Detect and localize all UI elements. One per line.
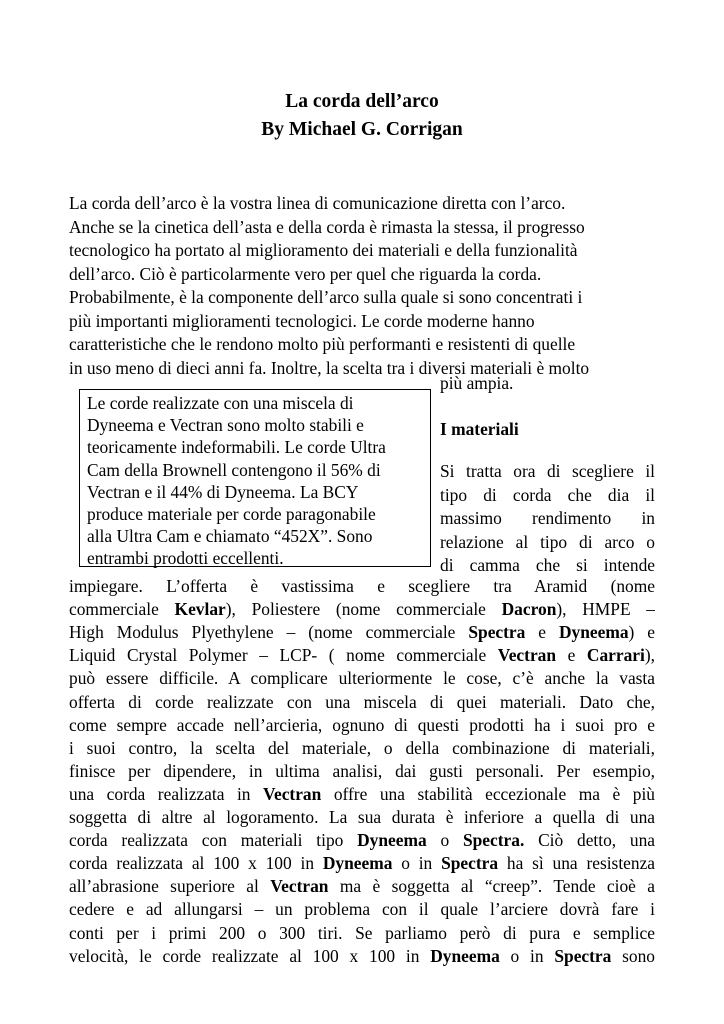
body-text-line (69, 714, 655, 736)
text-line: Anche se la cinetica dell’asta e della corda è rimasta la stessa, il progresso (69, 216, 585, 237)
text-run: una corda realizzata in (69, 783, 264, 804)
bold-term: Dyneema (430, 945, 500, 966)
text-run: conti per i primi 200 o 300 tiri. Se parliamo però di pura e semplice (69, 922, 655, 943)
text-run: cedere e ad allungarsi – un problema con il quale l’arciere dovrà fare i (69, 899, 655, 920)
sidebar-text-line: Cam della Brownell contengono il 56% di (87, 459, 381, 480)
text-run: ), HMPE – (556, 599, 655, 620)
sidebar-text-line: Le corde realizzate con una miscela di (87, 393, 354, 413)
sidebar-text-line: teoricamente indeformabili. Le corde Ultra (87, 437, 386, 458)
text-run: e (525, 622, 559, 643)
bold-term: Dacron (501, 599, 557, 620)
text-run: ) e (628, 622, 655, 643)
body-text-line (69, 898, 655, 920)
text-run: sono (611, 945, 655, 966)
body-text-line (69, 806, 655, 828)
text-run: ma è soggetta al “creep”. Tende cioè a (328, 876, 655, 897)
sidebar-text-line: Vectran e il 44% di Dyneema. La BCY (87, 481, 359, 502)
body-text-line (69, 852, 655, 874)
bold-term: Dyneema (322, 853, 393, 874)
body-text-line (69, 621, 655, 643)
sidebar-box (79, 389, 431, 567)
text-run: all’abrasione superiore al (69, 876, 271, 897)
text-run: ), (644, 645, 655, 666)
body-text-line (69, 575, 655, 597)
text-run: velocità, le corde realizzate al 100 x 100 in (69, 945, 431, 966)
body-text-line (69, 737, 655, 759)
sidebar-text-line: Dyneema e Vectran sono molto stabili e (87, 415, 364, 436)
document-author: By Michael G. Corrigan (261, 119, 463, 140)
text-line: in uso meno di dieci anni fa. Inoltre, la scelta tra i diversi materiali è molto (69, 357, 590, 378)
text-run: impiegare. L’offerta è vastissima e scegliere tra Aramid (nome (69, 576, 655, 596)
text-run: può essere difficile. A complicare ulteriormente le cose, c’è anche la vasta (69, 668, 655, 689)
text-run: Liquid Crystal Polymer – LCP- ( nome commerciale (69, 645, 498, 666)
sidebar-text-line: entrambi prodotti eccellenti. (87, 548, 284, 569)
bold-term: Dyneema (558, 622, 629, 643)
bold-term: Carrari (586, 645, 645, 666)
body-text-line (69, 667, 655, 689)
text-run: o (426, 830, 463, 851)
section-heading: I materiali (440, 419, 519, 439)
body-text-line (69, 829, 655, 851)
text-run: e (556, 645, 587, 666)
bold-term: Vectran (263, 783, 322, 804)
text-run: finisce per dipendere, in ultima analisi, dai gusti personali. Per esempio, (69, 760, 655, 781)
bold-term: Vectran (270, 876, 329, 897)
document-title: La corda dell’arco (285, 91, 439, 112)
text-line: La corda dell’arco è la vostra linea di comunicazione diretta con l’arco. (69, 193, 566, 213)
body-text-line (69, 598, 655, 620)
text-run: High Modulus Plyethylene – (nome commerciale (69, 622, 469, 643)
text-run: soggetta di altre al logoramento. La sua durata è inferiore a quella di una (69, 807, 655, 827)
body-text-line (69, 691, 655, 713)
body-text-line (69, 875, 655, 897)
bold-term: Spectra. (462, 830, 525, 851)
column-text-line: tipo di corda che dia il (440, 484, 655, 505)
body-text-line (69, 783, 655, 805)
body-text-line (69, 922, 655, 944)
bold-term: Dyneema (357, 830, 427, 851)
text-line: caratteristiche che le rendono molto più performanti e resistenti di quelle (69, 334, 576, 354)
text-run: offre una stabilità eccezionale ma è più (321, 783, 655, 804)
intro-paragraph-tail: più ampia. (440, 373, 514, 393)
text-run: corda realizzata al 100 x 100 in (69, 853, 323, 874)
text-run: Ciò detto, una (524, 830, 655, 851)
bold-term: Spectra (441, 853, 499, 874)
text-line: dell’arco. Ciò è particolarmente vero per quel che riguarda la corda. (69, 263, 542, 284)
text-line: più importanti miglioramenti tecnologici. Le corde moderne hanno (69, 310, 535, 331)
column-text-line: massimo rendimento in (440, 508, 655, 528)
sidebar-text-line: alla Ultra Cam e chiamato “452X”. Sono (87, 526, 373, 547)
text-line: Probabilmente, è la componente dell’arco sulla quale si sono concentrati i (69, 287, 583, 307)
sidebar-text-line: produce materiale per corde paragonabile (87, 504, 376, 524)
column-text-line: Si tratta ora di scegliere il (440, 461, 655, 481)
bold-term: Spectra (554, 945, 612, 966)
column-text-line: di camma che si intende (440, 555, 655, 575)
text-run: corda realizzata con materiali tipo (69, 830, 358, 851)
text-run: offerta di corde realizzate con una miscela di quei materiali. Dato che, (69, 691, 655, 712)
text-line: tecnologico ha portato al miglioramento dei materiali e della funzionalità (69, 240, 578, 260)
text-run: ha sì una resistenza (498, 853, 655, 874)
bold-term: Kevlar (174, 599, 226, 620)
body-text-line (69, 644, 655, 666)
text-run: i suoi contro, la scelta del materiale, o della combinazione di materiali, (69, 737, 655, 758)
text-run: o in (392, 853, 442, 874)
text-run: o in (499, 945, 555, 966)
text-run: commerciale (69, 599, 175, 620)
body-text-line (69, 945, 655, 967)
body-text-line (69, 760, 655, 782)
bold-term: Vectran (497, 645, 557, 666)
text-run: come sempre accade nell’arcieria, ognuno di questi prodotti ha i suoi pro e (69, 714, 655, 735)
column-text-line: relazione al tipo di arco o (440, 531, 655, 552)
bold-term: Spectra (468, 622, 526, 643)
text-run: ), Poliestere (nome commerciale (225, 599, 502, 620)
